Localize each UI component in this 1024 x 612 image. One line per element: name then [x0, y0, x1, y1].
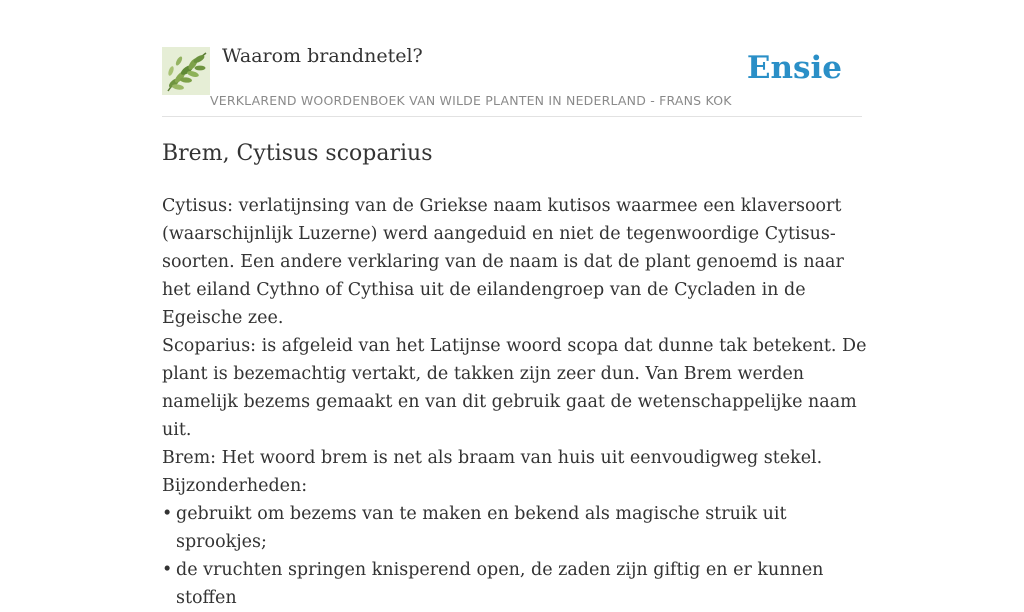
details-list: [162, 500, 868, 612]
brand-logo[interactable]: Ensie: [746, 50, 842, 86]
entry-body: [162, 192, 868, 612]
site-title[interactable]: Waarom brandnetel?: [222, 45, 423, 67]
paragraph-cytisus: Cytisus: verlatijnsing van de Griekse naam kutisos waarmee een klaversoort (waarschijnlijk Luzerne) werd aangeduid en niet de tegenwoordige Cytisus-soorten. Een andere verklaring van de naam is dat de plant genoemd is naar het eiland Cythno of Cythisa uit de eilandengroep van de Cycladen in de Egeische zee.: [162, 196, 844, 328]
list-item: [162, 500, 868, 556]
list-item-text: de vruchten springen knisperend open, de zaden zijn giftig en er kunnen stoffen: [176, 560, 824, 608]
header: [162, 44, 862, 117]
bullet-icon: •: [162, 560, 173, 580]
source-subtitle[interactable]: VERKLAREND WOORDENBOEK VAN WILDE PLANTEN IN NEDERLAND - FRANS KOK: [210, 93, 732, 108]
paragraph-bijzonderheden: Bijzonderheden:: [162, 476, 308, 496]
plant-leaves-icon[interactable]: [162, 47, 210, 95]
bullet-icon: •: [162, 504, 173, 524]
paragraph-brem: Brem: Het woord brem is net als braam van huis uit eenvoudigweg stekel.: [162, 448, 823, 468]
list-item-text: gebruikt om bezems van te maken en bekend als magische struik uit sprookjes;: [176, 504, 787, 552]
entry-title: Brem, Cytisus scoparius: [162, 141, 433, 166]
list-item: [162, 556, 868, 612]
paragraph-scoparius: Scoparius: is afgeleid van het Latijnse woord scopa dat dunne tak betekent. De plant is bezemachtig vertakt, de takken zijn zeer dun. Van Brem werden namelijk bezems gemaakt en van dit gebruik gaat de wetenschappelijke naam uit.: [162, 336, 867, 440]
